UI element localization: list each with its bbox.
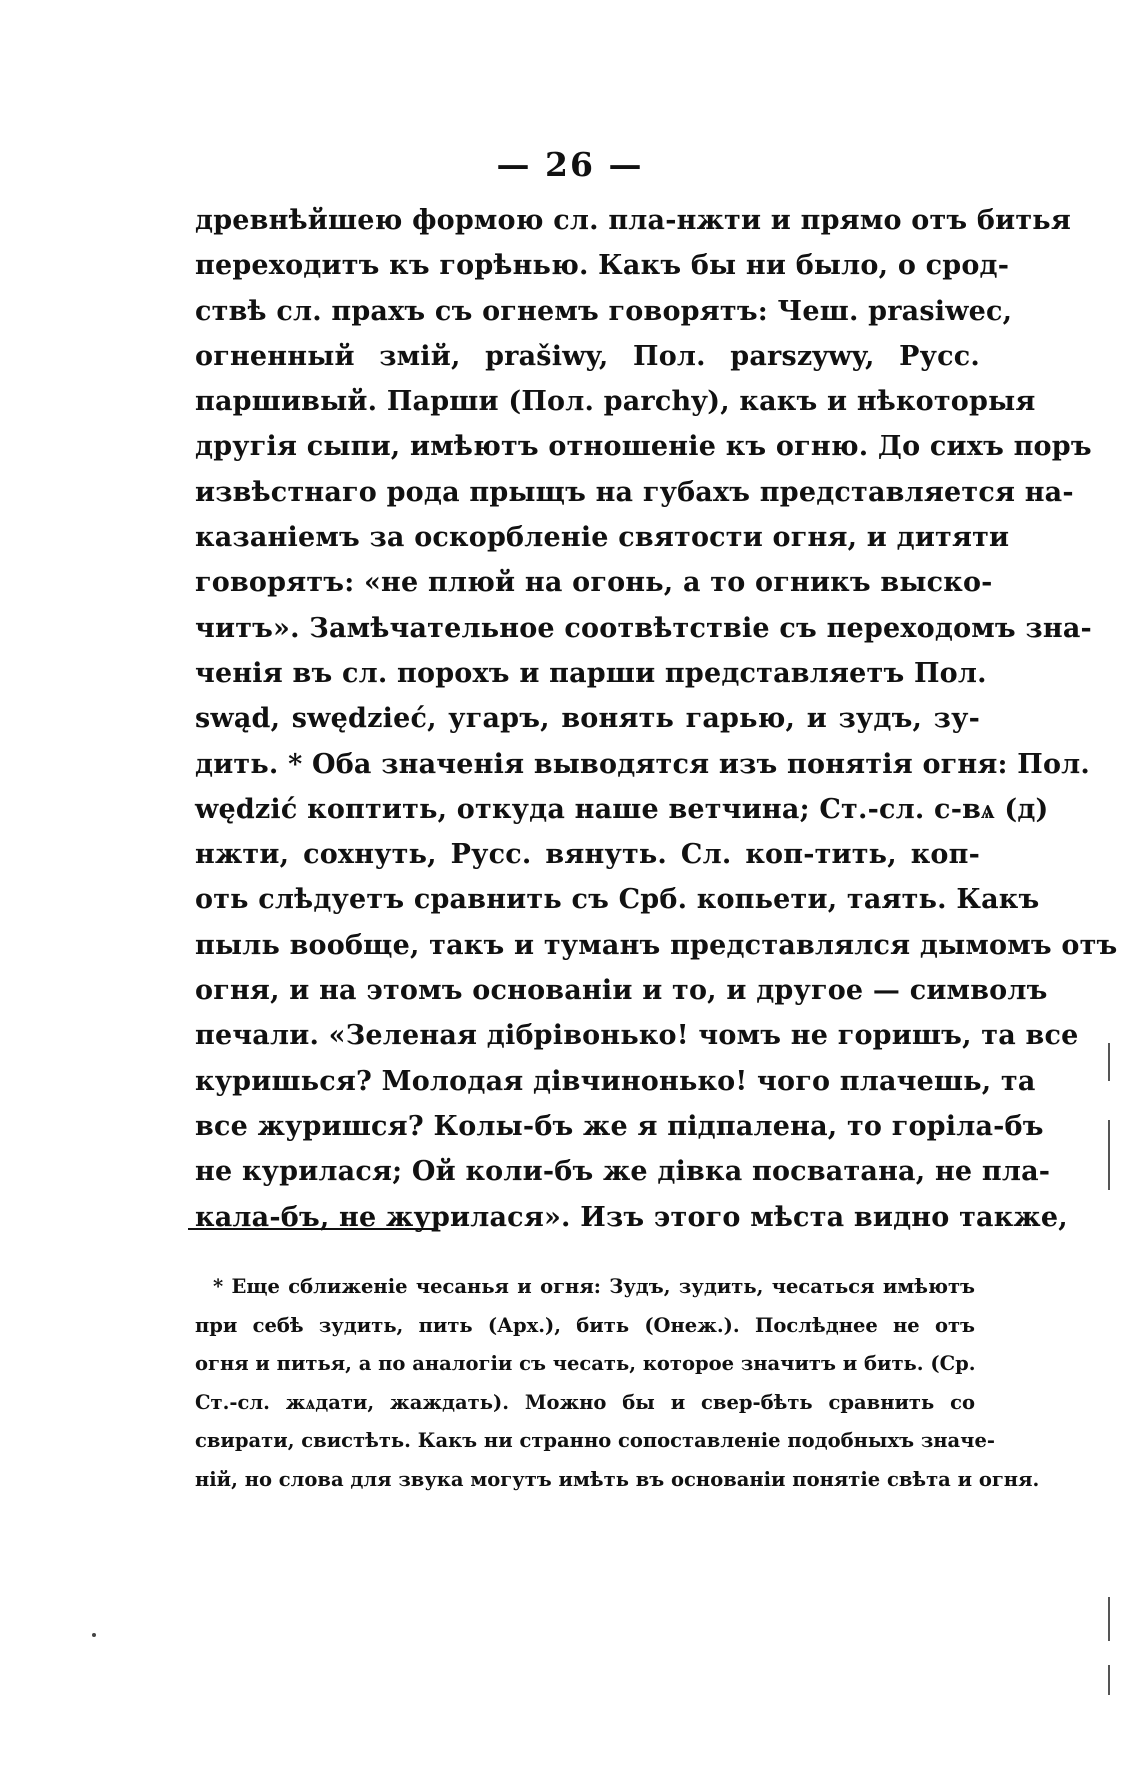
scan-artifact	[1108, 1597, 1110, 1641]
footnote-line: * Еще сближеніе чесанья и огня: Зудъ, зудить, чесаться имѣютъ	[213, 1275, 975, 1298]
body-line: паршивый. Парши (Пол. parchy), какъ и нѣкоторыя	[195, 386, 1036, 418]
body-line: говорятъ: «не плюй на огонь, а то огникъ выско-	[195, 567, 993, 599]
page-number: — 26 —	[496, 145, 644, 184]
body-line: огненный змій, prašiwy, Пол. parszywy, Русс.	[195, 340, 980, 372]
body-line: swąd, swędzieć, угаръ, вонять гарью, и зудъ, зу-	[195, 703, 980, 735]
footnote-line: при себѣ зудить, пить (Арх.), бить (Онеж.). Послѣднее не отъ	[195, 1313, 975, 1337]
footnote-separator	[188, 1228, 438, 1230]
main-text-block	[195, 198, 1118, 1240]
scan-artifact	[92, 1633, 96, 1637]
body-line: другія сыпи, имѣютъ отношеніе къ огню. До сихъ поръ	[195, 431, 1092, 463]
body-line: печали. «Зеленая дібрівонько! чомъ не горишъ, та все	[195, 1020, 1079, 1052]
body-line: извѣстнаго рода прыщъ на губахъ представляется на-	[195, 476, 1074, 508]
body-line: переходитъ къ горѣнью. Какъ бы ни было, о срод-	[195, 250, 1010, 282]
body-line: ченія въ сл. порохъ и парши представляетъ Пол.	[195, 657, 987, 689]
body-line: оть слѣдуетъ сравнить съ Срб. копьети, таять. Какъ	[195, 884, 1040, 916]
footnote-line: Ст.-сл. жѧдати, жаждать). Можно бы и свер-бѣть сравнить со	[195, 1390, 975, 1414]
footnote-line: свирати, свистѣть. Какъ ни странно сопоставленіе подобныхъ значе-	[195, 1429, 995, 1452]
footnote-block	[195, 1268, 1040, 1499]
scan-artifact	[1108, 1120, 1110, 1190]
body-line: огня, и на этомъ основаніи и то, и другое — символъ	[195, 975, 1048, 1007]
body-line: ствѣ сл. прахъ съ огнемъ говорятъ: Чеш. prasiwec,	[195, 295, 1013, 327]
body-line: нжти, сохнуть, Русс. вянуть. Сл. коп-тить, коп-	[195, 839, 980, 871]
footnote-line: огня и питья, а по аналогіи съ чесать, которое значитъ и бить. (Ср.	[195, 1352, 976, 1375]
scan-artifact	[1108, 1043, 1110, 1081]
body-line: казаніемъ за оскорбленіе святости огня, и дитяти	[195, 522, 1010, 554]
body-line: кала-бъ, не журилася». Изъ этого мѣста видно также,	[195, 1201, 1068, 1233]
body-line: древнѣйшею формою сл. пла-нжти и прямо отъ битья	[195, 205, 1071, 236]
scan-artifact	[1108, 1665, 1110, 1695]
body-line: пыль вообще, такъ и туманъ представлялся дымомъ отъ	[195, 929, 1118, 961]
body-line: куришься? Молодая дівчинонько! чого плачешь, та	[195, 1065, 1036, 1097]
body-line: дить. * Оба значенія выводятся изъ понятія огня: Пол.	[195, 748, 1091, 780]
body-line: все журишся? Колы-бъ же я підпалена, то горіла-бъ	[195, 1110, 1044, 1142]
footnote-line: ній, но слова для звука могутъ имѣть въ основаніи понятіе свѣта и огня.	[195, 1467, 1040, 1491]
body-line: wędzić коптить, откуда наше ветчина; Ст.-сл. с-вѧ (д)	[195, 793, 1049, 825]
body-line: не курилася; Ой коли-бъ же дівка посватана, не пла-	[195, 1156, 1051, 1188]
body-line: читъ». Замѣчательное соотвѣтствіе съ переходомъ зна-	[195, 612, 1092, 644]
